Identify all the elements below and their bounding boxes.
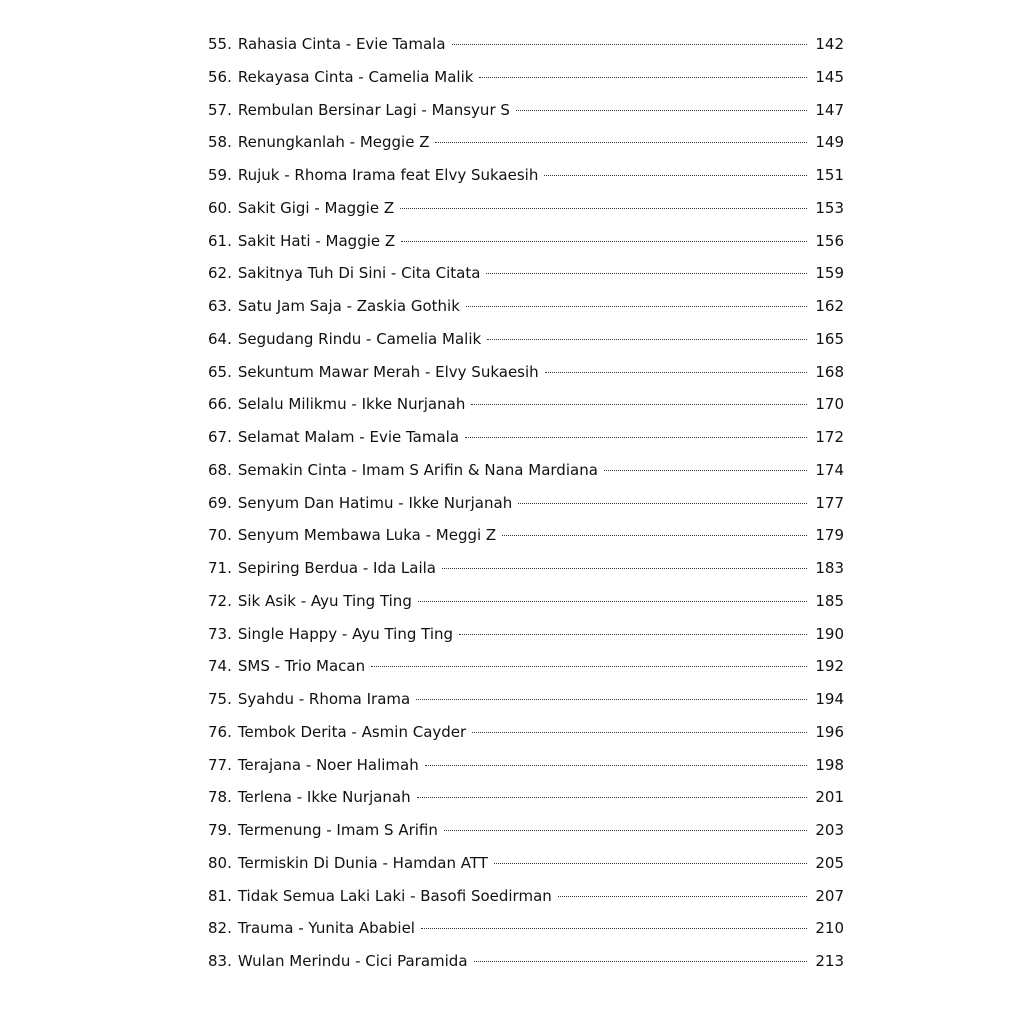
entry-title: Terajana - Noer Halimah [237, 755, 419, 774]
entry-page-number: 159 [815, 264, 844, 283]
entry-page-number: 192 [815, 657, 844, 676]
entry-number: 76. [208, 722, 232, 741]
entry-number: 58. [208, 133, 232, 152]
entry-title: Rujuk - Rhoma Irama feat Elvy Sukaesih [237, 166, 539, 184]
entry-title: Wulan Merindu - Cici Paramida [237, 952, 468, 970]
entry-title: SMS - Trio Macan [237, 657, 366, 676]
toc-entry [208, 781, 844, 814]
entry-title: Senyum Dan Hatimu - Ikke Nurjanah [237, 493, 513, 512]
toc-entry [208, 945, 844, 978]
dot-leader [471, 403, 807, 405]
toc-entry [208, 618, 844, 651]
entry-number: 83. [208, 952, 232, 970]
entry-number: 79. [208, 821, 232, 839]
entry-number: 74. [208, 657, 232, 676]
toc-entry [208, 519, 844, 552]
entry-page-number: 162 [815, 297, 844, 315]
dot-leader [487, 338, 807, 340]
toc-entry [208, 94, 844, 127]
entry-page-number: 149 [815, 133, 844, 152]
entry-title: Satu Jam Saja - Zaskia Gothik [237, 297, 460, 315]
toc-entry [208, 356, 844, 389]
entry-number: 65. [208, 362, 232, 381]
entry-page-number: 174 [815, 460, 844, 479]
dot-leader [371, 665, 807, 667]
entry-title: Terlena - Ikke Nurjanah [237, 788, 411, 807]
entry-page-number: 190 [815, 624, 844, 643]
dot-leader [518, 502, 807, 504]
entry-page-number: 210 [815, 919, 844, 938]
toc-entry [208, 487, 844, 520]
entry-number: 82. [208, 919, 232, 938]
toc-entry [208, 814, 844, 847]
dot-leader [465, 436, 807, 438]
entry-number: 60. [208, 198, 232, 217]
entry-page-number: 205 [815, 853, 844, 872]
dot-leader [486, 272, 807, 274]
entry-page-number: 194 [815, 690, 844, 708]
entry-number: 81. [208, 886, 232, 905]
entry-number: 75. [208, 690, 232, 708]
entry-number: 57. [208, 100, 232, 119]
entry-title: Sik Asik - Ayu Ting Ting [237, 591, 412, 610]
dot-leader [494, 862, 807, 864]
entry-page-number: 213 [815, 952, 844, 970]
toc-entry [208, 225, 844, 258]
toc-entry [208, 388, 844, 421]
entry-page-number: 172 [815, 428, 844, 446]
dot-leader [558, 895, 808, 897]
entry-page-number: 207 [815, 886, 844, 905]
dot-leader [444, 829, 807, 831]
entry-title: Tembok Derita - Asmin Cayder [237, 722, 467, 741]
entry-page-number: 156 [815, 231, 844, 250]
entry-page-number: 198 [815, 755, 844, 774]
entry-title: Selalu Milikmu - Ikke Nurjanah [237, 395, 466, 414]
toc-entry [208, 912, 844, 945]
entry-title: Sakitnya Tuh Di Sini - Cita Citata [237, 264, 481, 283]
toc-entry [208, 683, 844, 716]
dot-leader [466, 305, 807, 307]
dot-leader [418, 600, 808, 602]
toc-entry [208, 552, 844, 585]
entry-number: 56. [208, 67, 232, 86]
dot-leader [421, 927, 807, 929]
toc-entry [208, 421, 844, 454]
entry-page-number: 165 [815, 329, 844, 348]
entry-page-number: 168 [815, 362, 844, 381]
entry-title: Single Happy - Ayu Ting Ting [237, 624, 454, 643]
dot-leader [545, 371, 808, 373]
dot-leader [425, 764, 808, 766]
entry-number: 63. [208, 297, 232, 315]
toc-entry [208, 192, 844, 225]
toc-entry [208, 323, 844, 356]
entry-page-number: 177 [815, 493, 844, 512]
entry-number: 59. [208, 166, 232, 184]
toc-entry [208, 126, 844, 159]
entry-page-number: 183 [815, 559, 844, 577]
entry-number: 67. [208, 428, 232, 446]
dot-leader [474, 960, 808, 962]
entry-title: Rahasia Cinta - Evie Tamala [237, 35, 446, 53]
entry-title: Senyum Membawa Luka - Meggi Z [237, 526, 497, 545]
entry-page-number: 185 [815, 591, 844, 610]
toc-entry [208, 159, 844, 192]
entry-page-number: 147 [815, 100, 844, 119]
entry-title: Rembulan Bersinar Lagi - Mansyur S [237, 100, 510, 119]
entry-number: 72. [208, 591, 232, 610]
dot-leader [472, 731, 807, 733]
entry-page-number: 196 [815, 722, 844, 741]
entry-number: 66. [208, 395, 232, 414]
toc-entry [208, 257, 844, 290]
dot-leader [401, 240, 807, 242]
dot-leader [459, 633, 807, 635]
entry-title: Tidak Semua Laki Laki - Basofi Soedirman [237, 886, 552, 905]
entry-number: 73. [208, 624, 232, 643]
entry-number: 55. [208, 35, 232, 53]
toc-entry [208, 716, 844, 749]
entry-page-number: 203 [815, 821, 844, 839]
entry-title: Termiskin Di Dunia - Hamdan ATT [237, 853, 488, 872]
entry-title: Renungkanlah - Meggie Z [237, 133, 430, 152]
toc-entry [208, 880, 844, 913]
entry-title: Rekayasa Cinta - Camelia Malik [237, 67, 474, 86]
entry-page-number: 153 [815, 198, 844, 217]
entry-title: Segudang Rindu - Camelia Malik [237, 329, 482, 348]
entry-title: Selamat Malam - Evie Tamala [237, 428, 460, 446]
entry-page-number: 201 [815, 788, 844, 807]
entry-number: 69. [208, 493, 232, 512]
dot-leader [604, 469, 807, 471]
entry-title: Trauma - Yunita Ababiel [237, 919, 415, 938]
entry-number: 61. [208, 231, 232, 250]
toc-entry [208, 61, 844, 94]
entry-title: Semakin Cinta - Imam S Arifin & Nana Mardiana [237, 460, 598, 479]
entry-title: Syahdu - Rhoma Irama [237, 690, 411, 708]
toc-entry [208, 847, 844, 880]
entry-number: 71. [208, 559, 232, 577]
toc-entry [208, 585, 844, 618]
entry-number: 80. [208, 853, 232, 872]
entry-title: Termenung - Imam S Arifin [237, 821, 438, 839]
entry-title: Sakit Gigi - Maggie Z [237, 198, 395, 217]
entry-number: 64. [208, 329, 232, 348]
entry-number: 78. [208, 788, 232, 807]
toc-entry [208, 454, 844, 487]
dot-leader [416, 698, 807, 700]
dot-leader [516, 109, 807, 111]
entry-page-number: 179 [815, 526, 844, 545]
entry-title: Sepiring Berdua - Ida Laila [237, 559, 437, 577]
dot-leader [442, 567, 807, 569]
toc-entry [208, 749, 844, 782]
dot-leader [502, 534, 807, 536]
entry-page-number: 170 [815, 395, 844, 414]
entry-number: 62. [208, 264, 232, 283]
entry-title: Sekuntum Mawar Merah - Elvy Sukaesih [237, 362, 539, 381]
entry-title: Sakit Hati - Maggie Z [237, 231, 396, 250]
dot-leader [417, 796, 808, 798]
entry-number: 77. [208, 755, 232, 774]
entry-number: 68. [208, 460, 232, 479]
entry-number: 70. [208, 526, 232, 545]
dot-leader [435, 141, 807, 143]
entry-page-number: 151 [815, 166, 844, 184]
entry-page-number: 142 [815, 35, 844, 53]
dot-leader [479, 76, 807, 78]
dot-leader [400, 207, 807, 209]
dot-leader [452, 43, 808, 45]
dot-leader [544, 174, 807, 176]
toc-entry [208, 650, 844, 683]
entry-page-number: 145 [815, 67, 844, 86]
table-of-contents [208, 28, 844, 978]
toc-entry [208, 28, 844, 61]
toc-entry [208, 290, 844, 323]
